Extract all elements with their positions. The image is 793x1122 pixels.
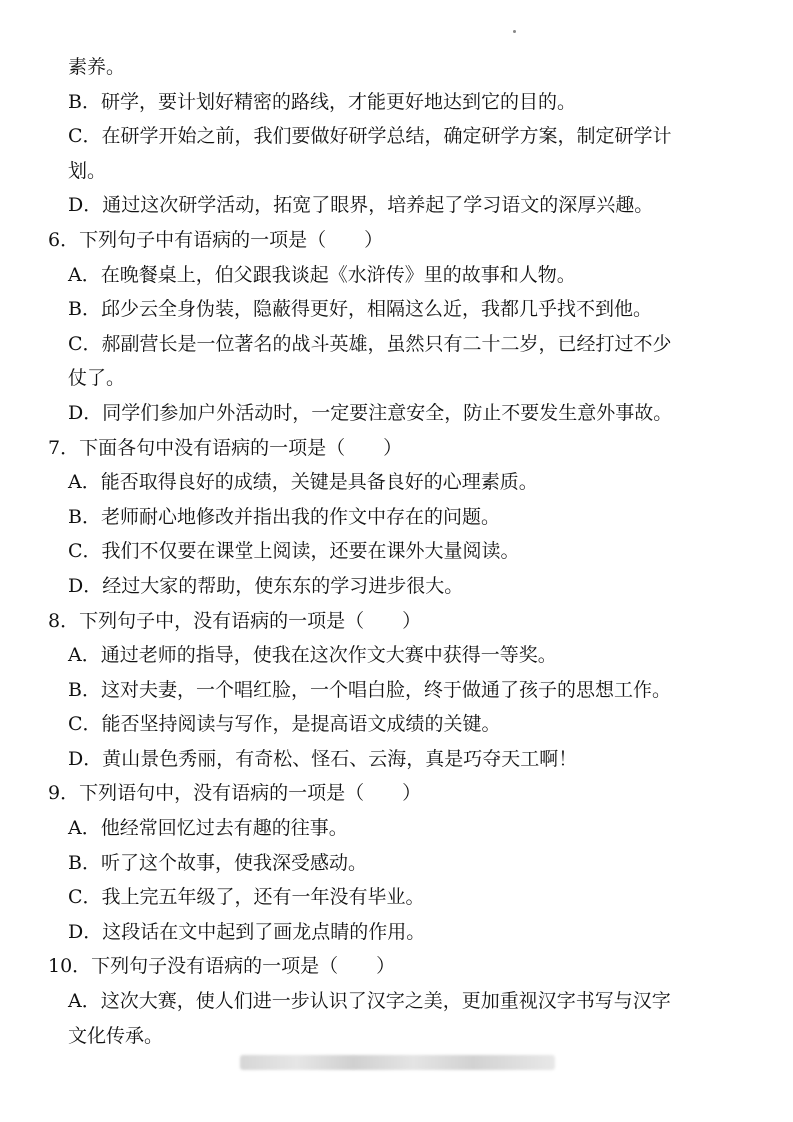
option-line: A．通过老师的指导，使我在这次作文大赛中获得一等奖。 (68, 644, 557, 667)
question-text-block (48, 50, 753, 1047)
option-line: B．研学，要计划好精密的路线，才能更好地达到它的目的。 (68, 90, 576, 113)
question-line-6: 6．下列句子中有语病的一项是（ ） (48, 228, 384, 251)
question-line-10: 10．下列句子没有语病的一项是（ ） (48, 955, 396, 978)
option-line: C．在研学开始之前，我们要做好研学总结，确定研学方案，制定研学计 (68, 125, 672, 148)
option-line: C．我上完五年级了，还有一年没有毕业。 (68, 886, 425, 909)
question-line-8: 8．下列句子中，没有语病的一项是（ ） (48, 609, 422, 632)
text-line: 素养。 (68, 56, 126, 78)
option-line: A．他经常回忆过去有趣的往事。 (68, 817, 348, 840)
option-line: B．这对夫妻，一个唱红脸，一个唱白脸，终于做通了孩子的思想工作。 (68, 678, 671, 701)
option-line: A．能否取得良好的成绩，关键是具备良好的心理素质。 (68, 471, 538, 494)
option-line: C．能否坚持阅读与写作，是提高语文成绩的关键。 (68, 713, 501, 736)
option-line: D．黄山景色秀丽，有奇松、怪石、云海，真是巧夺天工啊！ (68, 747, 578, 770)
text-line: 文化传承。 (68, 1024, 164, 1047)
question-line-7: 7．下面各句中没有语病的一项是（ ） (48, 436, 403, 459)
option-line: B．邱少云全身伪装，隐蔽得更好，相隔这么近，我都几乎找不到他。 (68, 298, 652, 321)
text-line: 划。 (68, 159, 107, 182)
option-line: C．郝副营长是一位著名的战斗英雄，虽然只有二十二岁，已经打过不少 (68, 332, 672, 355)
option-line: D．同学们参加户外活动时，一定要注意安全，防止不要发生意外事故。 (68, 401, 673, 424)
option-line: B．听了这个故事，使我深受感动。 (68, 851, 367, 874)
option-line: B．老师耐心地修改并指出我的作文中存在的问题。 (68, 505, 500, 528)
blurred-watermark-bar (240, 1055, 555, 1070)
option-line: C．我们不仅要在课堂上阅读，还要在课外大量阅读。 (68, 540, 520, 563)
question-line-9: 9．下列语句中，没有语病的一项是（ ） (48, 782, 422, 805)
option-line: A．这次大赛，使人们进一步认识了汉字之美，更加重视汉字书写与汉字 (68, 990, 671, 1013)
option-line: D．经过大家的帮助，使东东的学习进步很大。 (68, 574, 464, 597)
scan-speck (513, 30, 516, 33)
text-line: 仗了。 (68, 367, 126, 390)
option-line: D．通过这次研学活动，拓宽了眼界，培养起了学习语文的深厚兴趣。 (68, 194, 654, 217)
option-line: A．在晚餐桌上，伯父跟我谈起《水浒传》里的故事和人物。 (68, 263, 576, 286)
option-line: D．这段话在文中起到了画龙点睛的作用。 (68, 920, 426, 943)
